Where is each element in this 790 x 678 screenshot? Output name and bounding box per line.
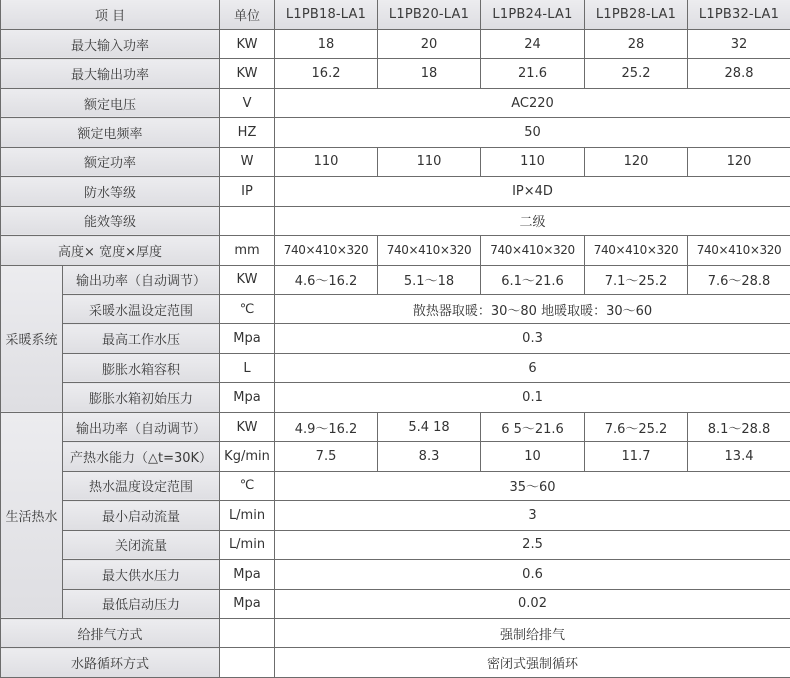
spec-row — [1, 236, 790, 265]
value-cell: 28 — [585, 29, 688, 58]
unit-cell: W — [220, 147, 275, 176]
spec-row — [1, 29, 790, 58]
spec-row — [1, 59, 790, 88]
unit-cell: ℃ — [220, 471, 275, 500]
spec-row — [1, 619, 790, 648]
row-label-cell: 输出功率（自动调节） — [63, 265, 220, 294]
row-label-cell: 最大供水压力 — [63, 560, 220, 589]
model-header-cell: L1PB20-LA1 — [378, 0, 481, 29]
value-cell: 10 — [481, 442, 585, 471]
header-unit-cell: 单位 — [220, 0, 275, 29]
value-cell: 28.8 — [688, 59, 790, 88]
value-cell: 110 — [275, 147, 378, 176]
hot_water-row — [1, 471, 790, 500]
value-cell: 8.3 — [378, 442, 481, 471]
row-label-cell: 额定电压 — [1, 88, 220, 117]
merged-value-cell: 0.02 — [275, 589, 790, 618]
unit-cell: IP — [220, 177, 275, 206]
row-label-cell: 能效等级 — [1, 206, 220, 235]
spec-row — [1, 88, 790, 117]
value-cell: 20 — [378, 29, 481, 58]
hot_water-row — [1, 530, 790, 559]
unit-cell: KW — [220, 29, 275, 58]
unit-cell — [220, 648, 275, 678]
merged-value-cell: 0.3 — [275, 324, 790, 353]
value-cell: 110 — [481, 147, 585, 176]
header-row — [1, 0, 790, 29]
value-cell: 8.1～28.8 — [688, 412, 790, 441]
row-label-cell: 膨胀水箱初始压力 — [63, 383, 220, 412]
value-cell: 7.1～25.2 — [585, 265, 688, 294]
value-cell: 120 — [585, 147, 688, 176]
merged-value-cell: 35～60 — [275, 471, 790, 500]
value-cell: 740×410×320 — [585, 236, 688, 265]
merged-value-cell: IP×4D — [275, 177, 790, 206]
row-label-cell: 额定功率 — [1, 147, 220, 176]
row-label-cell: 最高工作水压 — [63, 324, 220, 353]
hot_water-row — [1, 442, 790, 471]
hot_water-row — [1, 412, 790, 441]
model-header-cell: L1PB24-LA1 — [481, 0, 585, 29]
merged-value-cell: 50 — [275, 118, 790, 147]
row-label-cell: 采暖水温设定范围 — [63, 295, 220, 324]
value-cell: 32 — [688, 29, 790, 58]
spec-row — [1, 648, 790, 678]
value-cell: 21.6 — [481, 59, 585, 88]
value-cell: 5.4 18 — [378, 412, 481, 441]
value-cell: 18 — [378, 59, 481, 88]
value-cell: 11.7 — [585, 442, 688, 471]
merged-value-cell: 0.6 — [275, 560, 790, 589]
value-cell: 7.5 — [275, 442, 378, 471]
value-cell: 4.9～16.2 — [275, 412, 378, 441]
value-cell: 25.2 — [585, 59, 688, 88]
row-label-cell: 最大输入功率 — [1, 29, 220, 58]
merged-value-cell: 2.5 — [275, 530, 790, 559]
value-cell: 740×410×320 — [378, 236, 481, 265]
heating-group-label: 采暖系统 — [1, 265, 63, 412]
row-label-cell: 膨胀水箱容积 — [63, 353, 220, 382]
row-label-cell: 给排气方式 — [1, 619, 220, 648]
unit-cell: Mpa — [220, 589, 275, 618]
row-label-cell: 最小启动流量 — [63, 501, 220, 530]
value-cell: 4.6～16.2 — [275, 265, 378, 294]
merged-value-cell: 强制给排气 — [275, 619, 790, 648]
unit-cell: KW — [220, 412, 275, 441]
row-label-cell: 输出功率（自动调节） — [63, 412, 220, 441]
spec-row — [1, 147, 790, 176]
unit-cell: L/min — [220, 501, 275, 530]
value-cell: 110 — [378, 147, 481, 176]
merged-value-cell: 6 — [275, 353, 790, 382]
unit-cell — [220, 206, 275, 235]
row-label-cell: 高度× 宽度×厚度 — [1, 236, 220, 265]
value-cell: 24 — [481, 29, 585, 58]
unit-cell: L — [220, 353, 275, 382]
model-header-cell: L1PB28-LA1 — [585, 0, 688, 29]
value-cell: 740×410×320 — [275, 236, 378, 265]
unit-cell: Mpa — [220, 560, 275, 589]
hot_water-row — [1, 589, 790, 618]
unit-cell — [220, 619, 275, 648]
value-cell: 120 — [688, 147, 790, 176]
row-label-cell: 最大输出功率 — [1, 59, 220, 88]
row-label-cell: 防水等级 — [1, 177, 220, 206]
unit-cell: L/min — [220, 530, 275, 559]
value-cell: 740×410×320 — [481, 236, 585, 265]
value-cell: 6 5～21.6 — [481, 412, 585, 441]
hot_water-row — [1, 501, 790, 530]
unit-cell: HZ — [220, 118, 275, 147]
model-header-cell: L1PB32-LA1 — [688, 0, 790, 29]
hot_water-row — [1, 560, 790, 589]
row-label-cell: 额定电频率 — [1, 118, 220, 147]
merged-value-cell: AC220 — [275, 88, 790, 117]
merged-value-cell: 散热器取暖：30～80 地暖取暖：30～60 — [275, 295, 790, 324]
spec-row — [1, 177, 790, 206]
unit-cell: KW — [220, 265, 275, 294]
header-item-cell: 项 目 — [1, 0, 220, 29]
heating-row — [1, 353, 790, 382]
value-cell: 16.2 — [275, 59, 378, 88]
value-cell: 13.4 — [688, 442, 790, 471]
unit-cell: Mpa — [220, 324, 275, 353]
unit-cell: ℃ — [220, 295, 275, 324]
spec-row — [1, 118, 790, 147]
value-cell: 7.6～25.2 — [585, 412, 688, 441]
hot_water-group-label: 生活热水 — [1, 412, 63, 618]
unit-cell: Mpa — [220, 383, 275, 412]
heating-row — [1, 324, 790, 353]
model-header-cell: L1PB18-LA1 — [275, 0, 378, 29]
row-label-cell: 产热水能力（△t=30K） — [63, 442, 220, 471]
row-label-cell: 热水温度设定范围 — [63, 471, 220, 500]
unit-cell: mm — [220, 236, 275, 265]
value-cell: 6.1～21.6 — [481, 265, 585, 294]
unit-cell: Kg/min — [220, 442, 275, 471]
unit-cell: V — [220, 88, 275, 117]
merged-value-cell: 0.1 — [275, 383, 790, 412]
value-cell: 740×410×320 — [688, 236, 790, 265]
heating-row — [1, 265, 790, 294]
merged-value-cell: 密闭式强制循环 — [275, 648, 790, 678]
value-cell: 7.6～28.8 — [688, 265, 790, 294]
heating-row — [1, 383, 790, 412]
heating-row — [1, 295, 790, 324]
row-label-cell: 水路循环方式 — [1, 648, 220, 678]
unit-cell: KW — [220, 59, 275, 88]
merged-value-cell: 二级 — [275, 206, 790, 235]
row-label-cell: 关闭流量 — [63, 530, 220, 559]
value-cell: 18 — [275, 29, 378, 58]
merged-value-cell: 3 — [275, 501, 790, 530]
value-cell: 5.1～18 — [378, 265, 481, 294]
spec-row — [1, 206, 790, 235]
row-label-cell: 最低启动压力 — [63, 589, 220, 618]
